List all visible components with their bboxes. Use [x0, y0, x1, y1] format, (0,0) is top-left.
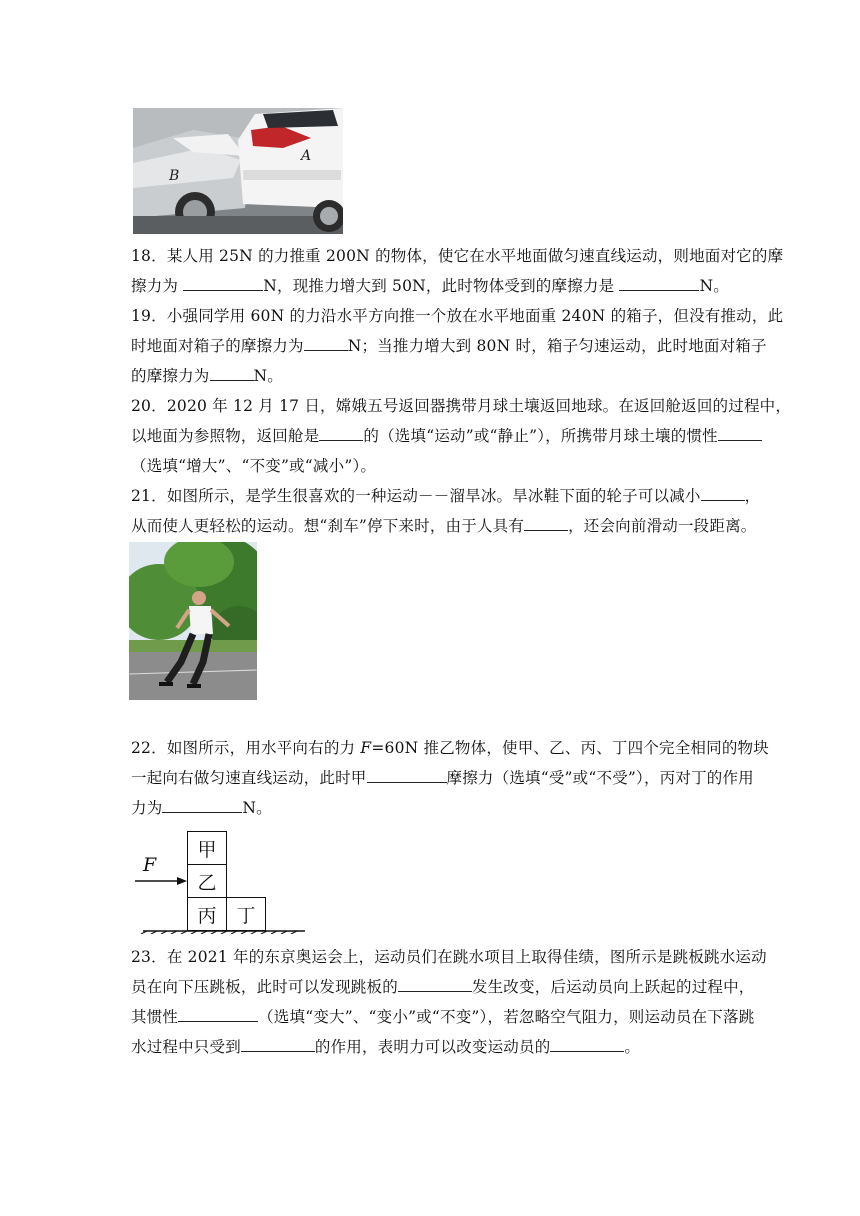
q23-text-g: 。 — [624, 1038, 641, 1056]
q23-line3 — [131, 1002, 755, 1032]
q22-blank-1[interactable] — [367, 766, 447, 783]
q23-text-e: 水过程中只受到 — [131, 1038, 241, 1056]
q21-text-b: ， — [744, 487, 761, 505]
q19-line1: 19．小强同学用 60N 的力沿水平方向推一个放在水平地面重 240N 的箱子，但没有推动，此 — [131, 307, 784, 325]
q23-line2 — [131, 972, 755, 1002]
q23-blank-3[interactable] — [241, 1035, 315, 1052]
q23-text-f: 的作用，表明力可以改变运动员的 — [314, 1038, 551, 1056]
block-bing: 丙 — [187, 897, 227, 931]
q22-line2 — [131, 763, 754, 793]
q21-text-c: 从而使人更轻松的运动。想“刹车”停下来时，由于人具有 — [131, 517, 525, 535]
q21-blank-2[interactable] — [524, 514, 568, 531]
q20-line1: 20．2020 年 12 月 17 日，嫦娥五号返回器携带月球土壤返回地球。在返回舱返回的过程中， — [131, 397, 792, 415]
q23-blank-1[interactable] — [398, 975, 472, 992]
q19-text-b: N；当推力增大到 80N 时，箱子匀速运动，此时地面对箱子 — [347, 337, 767, 355]
q20-blank-1[interactable] — [319, 424, 363, 441]
q23-text-d: （选填“变大”、“变小”或“不变”），若忽略空气阻力，则运动员在下落跳 — [258, 1008, 755, 1026]
q20-line3: （选填“增大”、“不变”或“减小”）。 — [131, 457, 377, 475]
q22-text-d: 摩擦力（选填“受”或“不受”），丙对丁的作用 — [446, 769, 754, 787]
q23-text-a: 员在向下压跳板，此时可以发现跳板的 — [131, 978, 398, 996]
q23-blank-4[interactable] — [550, 1035, 624, 1052]
q21-text-a: 21．如图所示，是学生很喜欢的一种运动－－溜旱冰。旱冰鞋下面的轮子可以减小 — [131, 487, 701, 505]
block-ding: 丁 — [226, 897, 266, 931]
car-collision-photo — [133, 108, 343, 234]
q18-blank-2[interactable] — [619, 274, 699, 291]
q20-blank-2[interactable] — [718, 424, 762, 441]
label-b: B — [169, 168, 180, 184]
force-label: F — [143, 854, 157, 876]
q22-text-c: 一起向右做匀速直线运动，此时甲 — [131, 769, 367, 787]
q18-text-b: N，现推力增大到 50N，此时物体受到的摩擦力是 — [263, 277, 620, 295]
q22-line1 — [131, 733, 769, 763]
q22-line3 — [131, 793, 731, 823]
q19-text-c: 的摩擦力为 — [131, 367, 210, 385]
q18-line1: 18．某人用 25N 的力推重 200N 的物体，使它在水平地面做匀速直线运动，则地面对它的摩 — [131, 247, 784, 265]
q21-line2 — [131, 511, 757, 541]
q21-blank-1[interactable] — [701, 484, 745, 501]
q19-line2 — [131, 331, 767, 361]
q18-text-a: 擦力为 — [131, 277, 184, 295]
q22-text-f: N。 — [242, 799, 272, 817]
label-a: A — [301, 148, 312, 164]
blocks-diagram — [133, 828, 313, 934]
q19-blank-1[interactable] — [304, 334, 348, 351]
q18-blank-1[interactable] — [183, 274, 263, 291]
roller-skater-photo — [129, 542, 257, 700]
q23-line1: 23．在 2021 年的东京奥运会上，运动员们在跳水项目上取得佳绩，图所示是跳板跳水运动 — [131, 948, 767, 966]
q18-line2 — [131, 271, 731, 301]
q19-blank-2[interactable] — [210, 364, 254, 381]
q19-line3 — [131, 361, 731, 391]
q21-line1 — [131, 481, 761, 511]
q19-text-d: N。 — [253, 367, 283, 385]
q23-line4 — [131, 1032, 731, 1062]
force-arrow-icon — [177, 877, 187, 885]
q19-text-a: 时地面对箱子的摩擦力为 — [131, 337, 304, 355]
q22-blank-2[interactable] — [162, 796, 242, 813]
block-yi: 乙 — [187, 864, 227, 898]
block-jia: 甲 — [187, 831, 227, 865]
q22-text-e: 力为 — [131, 799, 163, 817]
q23-text-b: 发生改变，后运动员向上跃起的过程中， — [471, 978, 755, 996]
q23-text-c: 其惯性 — [131, 1008, 179, 1026]
q22-force-symbol: F — [360, 739, 372, 757]
q20-text-b: 的（选填“运动”或“静止”），所携带月球土壤的惯性 — [363, 427, 718, 445]
q22-text-a: 22．如图所示，用水平向右的力 — [131, 739, 361, 757]
q20-text-a: 以地面为参照物，返回舱是 — [131, 427, 320, 445]
q18-text-c: N。 — [699, 277, 729, 295]
q23-blank-2[interactable] — [178, 1005, 258, 1022]
q21-text-d: ，还会向前滑动一段距离。 — [568, 517, 757, 535]
q22-text-b: =60N 推乙物体，使甲、乙、丙、丁四个完全相同的物块 — [371, 739, 769, 757]
q20-line2 — [131, 421, 731, 451]
